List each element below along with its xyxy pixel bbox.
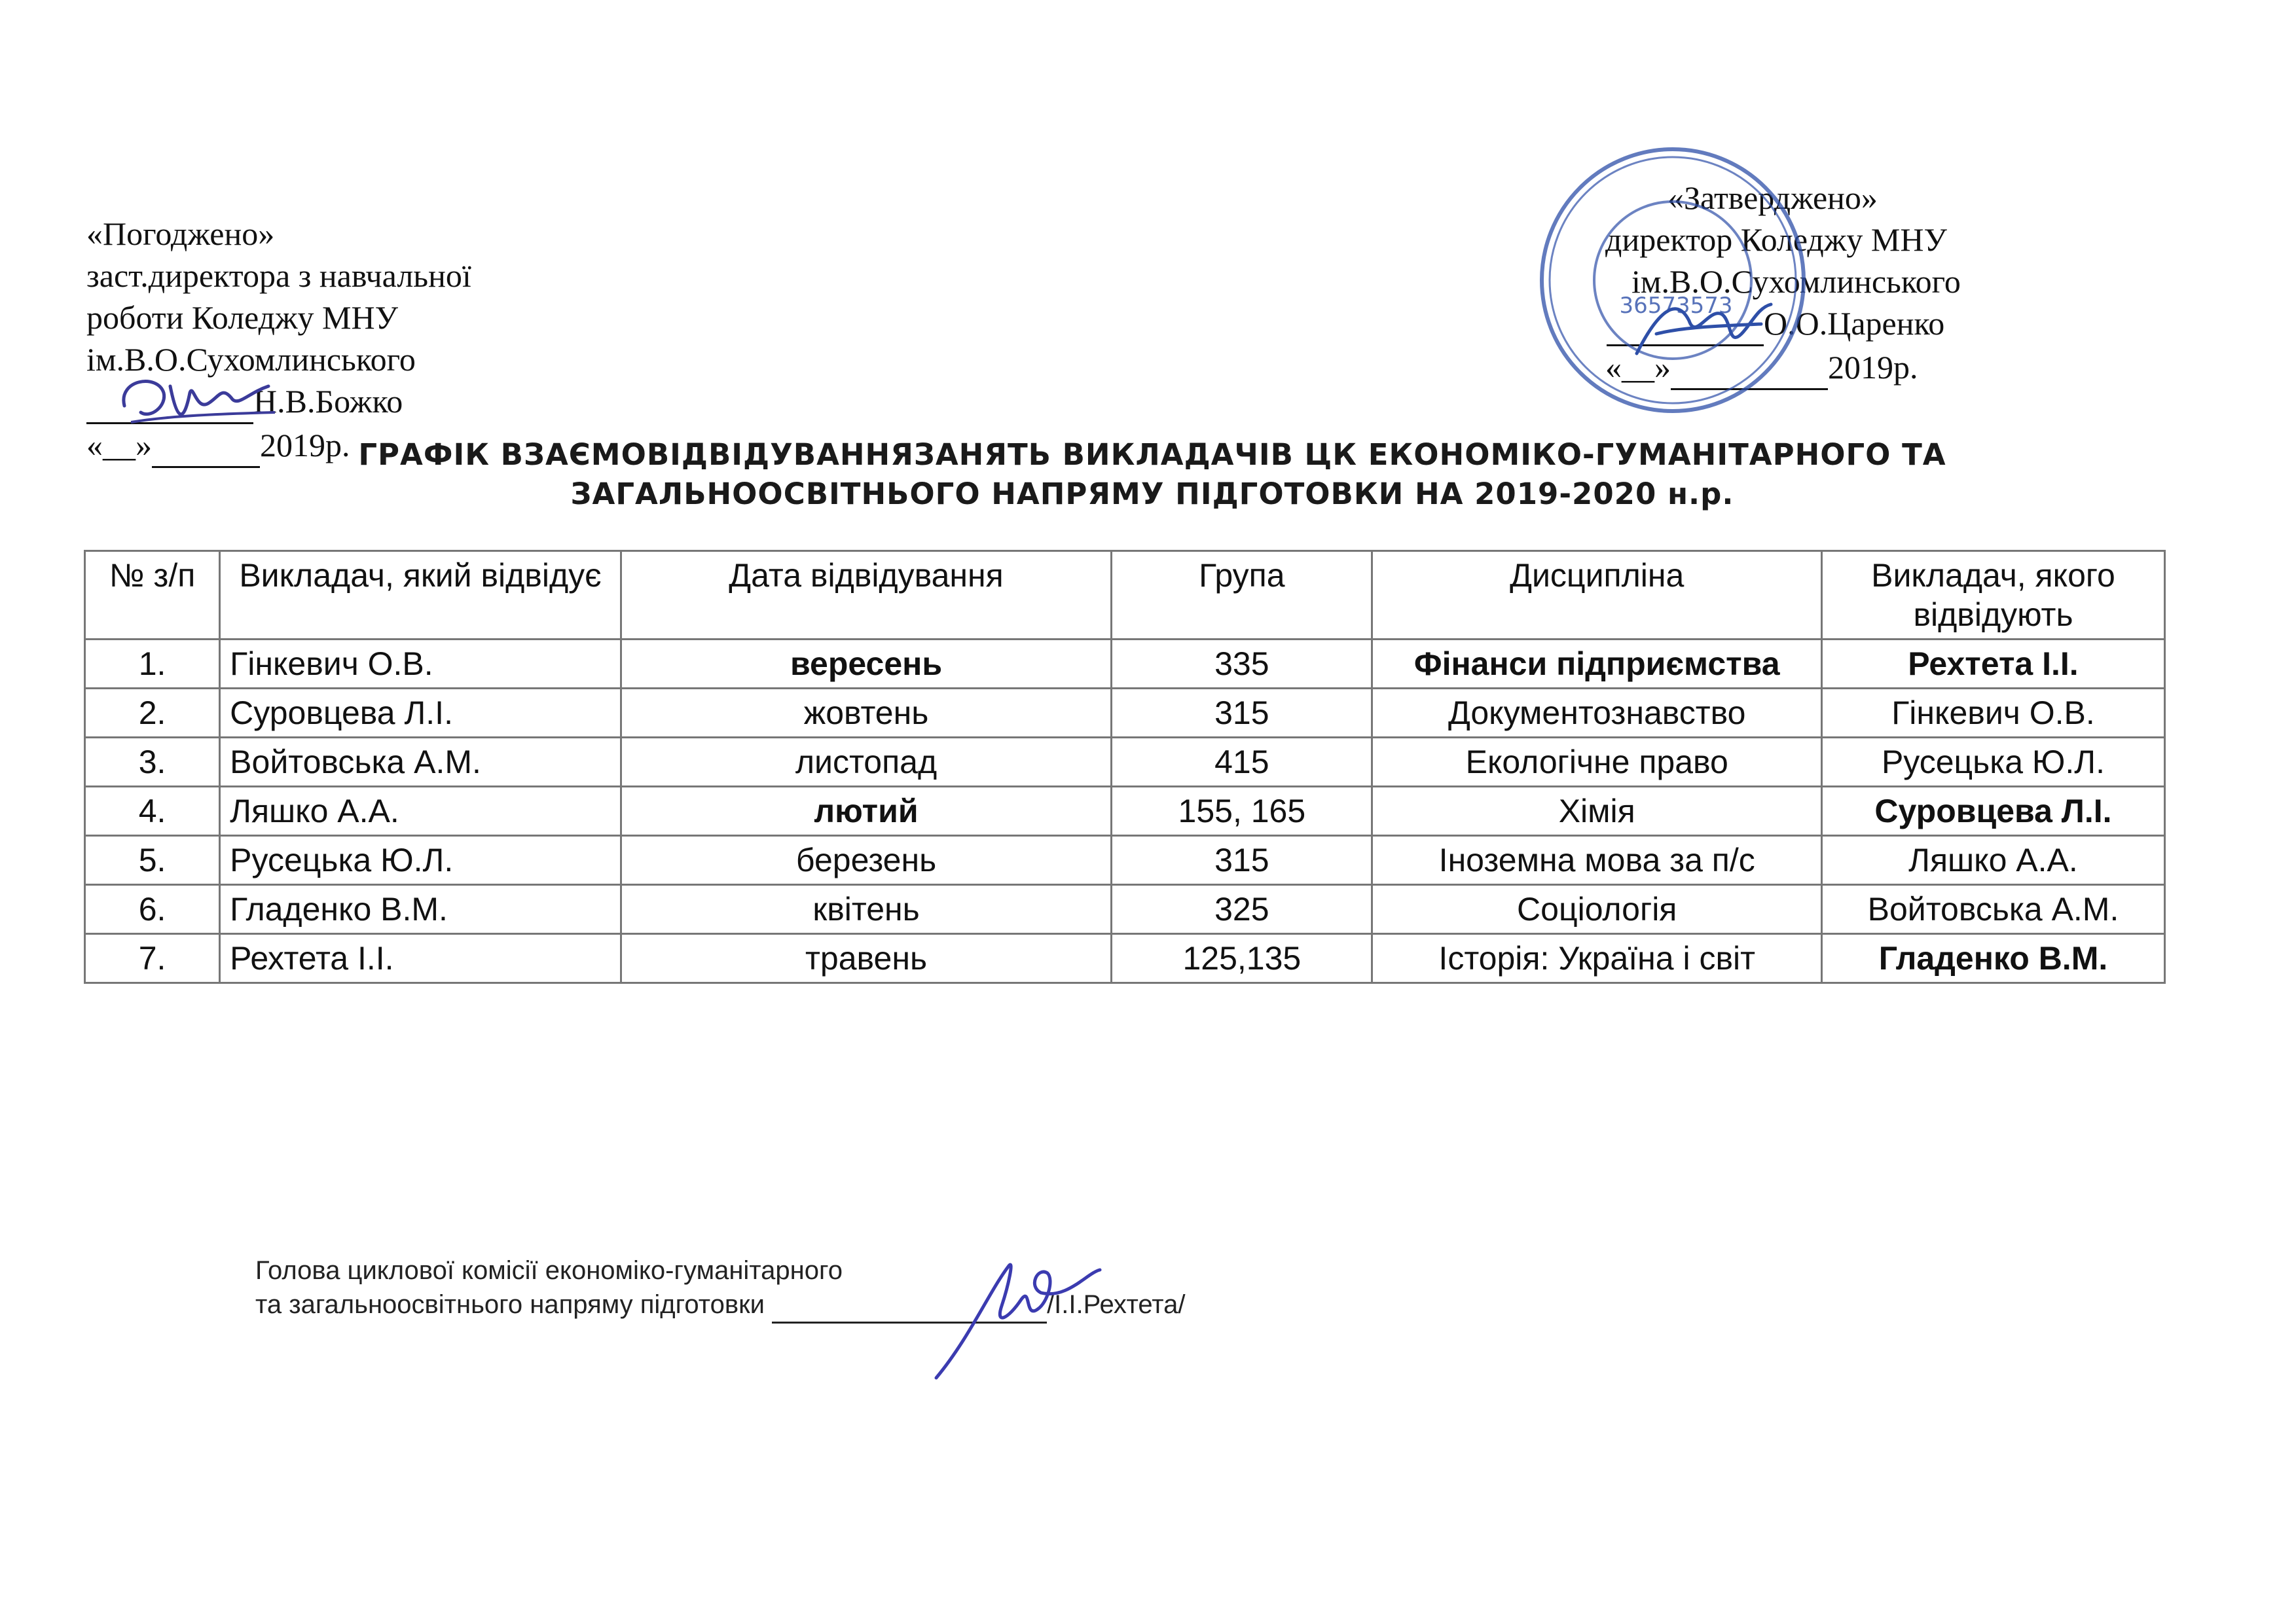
agreed-signature-underline [86,380,253,424]
footer-position-line1: Голова циклової комісії економіко-гуманітарного [255,1256,843,1285]
group: 315 [1112,836,1372,885]
approved-position-line1: директор Коледжу МНУ [1605,221,1947,258]
row-number: 5. [85,836,220,885]
discipline: Історія: Україна і світ [1372,934,1822,983]
visit-date: вересень [621,640,1111,689]
agreed-signer: Н.В.Божко [253,383,403,420]
visiting-teacher: Войтовська А.М. [220,738,621,787]
agreed-signature-line [86,380,610,424]
visit-date: березень [621,836,1111,885]
table-row [85,787,2165,836]
visiting-teacher: Русецька Ю.Л. [220,836,621,885]
row-number: 4. [85,787,220,836]
visited-teacher: Ляшко А.А. [1821,836,2164,885]
visit-date: травень [621,934,1111,983]
table-row [85,836,2165,885]
approved-signature-underline [1607,302,1764,346]
row-number: 1. [85,640,220,689]
table-row [85,885,2165,934]
agreed-title: «Погоджено» [86,215,275,252]
visit-date: лютий [621,787,1111,836]
footer-signer: /І.І.Рехтета/ [1047,1290,1186,1319]
footer-signature-underline [772,1288,1047,1324]
group: 125,135 [1112,934,1372,983]
column-header-group: Група [1112,551,1372,640]
column-header-visited-teacher: Викладач, якого відвідують [1821,551,2164,640]
agreed-position-line2: роботи Коледжу МНУ [86,299,399,336]
discipline: Екологічне право [1372,738,1822,787]
approved-position-line2: ім.В.О.Сухомлинського [1631,263,1961,300]
visiting-teacher: Гінкевич О.В. [220,640,621,689]
visited-teacher: Рехтета І.І. [1821,640,2164,689]
approval-approved-block [1605,177,2195,390]
row-number: 2. [85,689,220,738]
visited-teacher: Гладенко В.М. [1821,934,2164,983]
agreed-position-line1: заст.директора з навчальної [86,257,471,294]
visited-teacher: Войтовська А.М. [1821,885,2164,934]
discipline: Хімія [1372,787,1822,836]
approved-date-year: 2019р. [1828,349,1918,386]
visit-schedule-table [84,550,2166,984]
column-header-number: № з/п [85,551,220,640]
visited-teacher: Русецька Ю.Л. [1821,738,2164,787]
group: 325 [1112,885,1372,934]
document-title [79,435,2226,514]
footer-signature-block [255,1254,1186,1324]
discipline: Документознавство [1372,689,1822,738]
table-row [85,934,2165,983]
row-number: 3. [85,738,220,787]
visiting-teacher: Рехтета І.І. [220,934,621,983]
table-row [85,738,2165,787]
discipline: Іноземна мова за п/с [1372,836,1822,885]
agreed-position-line3: ім.В.О.Сухомлинського [86,341,416,378]
document-title-line1: ГРАФІК ВЗАЄМОВІДВІДУВАННЯЗАНЯТЬ ВИКЛАДАЧІВ ЦК ЕКОНОМІКО-ГУМАНІТАРНОГО ТА [358,437,1946,472]
group: 315 [1112,689,1372,738]
agreed-date-year: 2019р. [260,427,350,463]
approved-date-line [1605,346,2195,390]
column-header-discipline: Дисципліна [1372,551,1822,640]
visited-teacher: Суровцева Л.І. [1821,787,2164,836]
table-row [85,689,2165,738]
approved-signature-line [1605,302,2195,346]
footer-position-line2 [255,1288,1186,1324]
visit-date: жовтень [621,689,1111,738]
column-header-visiting-teacher: Викладач, який відвідує [220,551,621,640]
visited-teacher: Гінкевич О.В. [1821,689,2164,738]
row-number: 6. [85,885,220,934]
group: 415 [1112,738,1372,787]
visit-date: квітень [621,885,1111,934]
visit-date: листопад [621,738,1111,787]
approved-date-underline [1671,346,1828,390]
table-header-row [85,551,2165,640]
agreed-date-prefix: «__» [86,427,152,463]
visiting-teacher: Гладенко В.М. [220,885,621,934]
approved-signer: О.О.Царенко [1764,305,1945,342]
approval-agreed-block [86,213,610,468]
footer-position-line2-text: та загальноосвітнього напряму підготовки [255,1290,765,1319]
approved-title: «Затверджено» [1667,179,1878,216]
table-row [85,640,2165,689]
group: 335 [1112,640,1372,689]
row-number: 7. [85,934,220,983]
approved-date-prefix: «__» [1605,349,1671,386]
visiting-teacher: Ляшко А.А. [220,787,621,836]
document-title-line2: ЗАГАЛЬНООСВІТНЬОГО НАПРЯМУ ПІДГОТОВКИ НА 2019-2020 н.р. [570,477,1734,511]
column-header-visit-date: Дата відвідування [621,551,1111,640]
stamp-number: 36573573 [1619,293,1733,319]
visiting-teacher: Суровцева Л.І. [220,689,621,738]
discipline: Фінанси підприємства [1372,640,1822,689]
discipline: Соціологія [1372,885,1822,934]
group: 155, 165 [1112,787,1372,836]
